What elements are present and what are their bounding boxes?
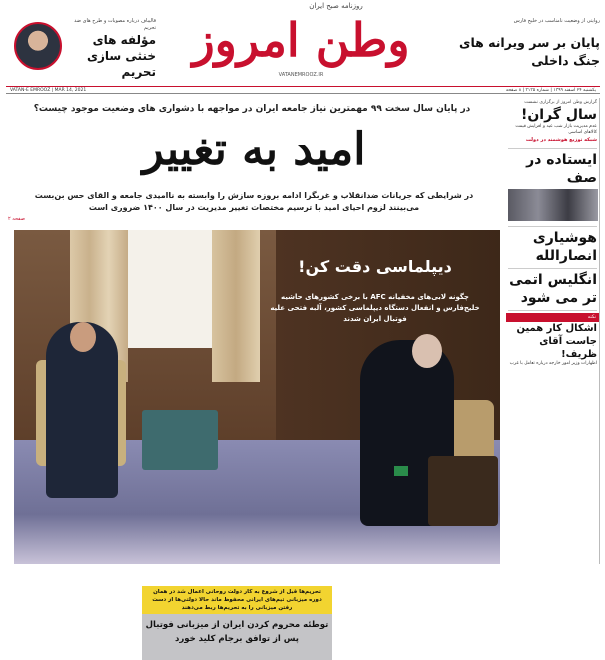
- photo-caption-line-1: توطئه محروم کردن ایران از میزبانی فوتبال: [145, 620, 329, 630]
- photo-story-subtitle: چگونه لابی‌های مخفیانه AFC با برخی کشورهای حاشیه خلیج‌فارس و انفعال دستگاه دیپلماسی کشور، آلبه فتحی علیه فوتبال ایران شدند: [270, 293, 480, 323]
- dateline-english: VATAN-E EMROOZ | MAR 14, 2021: [10, 88, 87, 93]
- sidebar-4-headline[interactable]: انگلیس اتمی تر می شود: [509, 272, 597, 306]
- photo-curtain-right: [212, 230, 260, 382]
- photo-caption[interactable]: [142, 614, 332, 660]
- sidebar-1-body: عدم مدیریت بازار شب عید و افزایش قیمت کالاهای اساسی: [515, 124, 597, 135]
- masthead-tagline: روزنامه صبح ایران: [309, 2, 363, 10]
- note-headline[interactable]: اشکال کار همین جاست آقای ظریف!: [516, 323, 597, 360]
- yellow-caption-box: [142, 586, 332, 614]
- right-teaser-headline[interactable]: پایان بر سر ویرانه های جنگ داخلی: [458, 35, 600, 68]
- masthead: [0, 0, 605, 88]
- right-teaser[interactable]: [452, 18, 600, 80]
- sidebar-1-red-note: شبکه توزیع هوشمند در دولت: [525, 137, 597, 143]
- sidebar-2-headline[interactable]: ایستاده در صف: [526, 152, 597, 186]
- person-photo-avatar: [14, 22, 62, 70]
- main-story-kicker: در پایان سال سخت ۹۹ مهمترین نیاز جامعه ایران در مواجهه با دشواری های وضعیت موجود چیست؟: [33, 104, 471, 114]
- sidebar-2-photo: [508, 189, 598, 221]
- yellow-caption-text: تحریم‌ها قبل از شروع به کار دولت روحانی اعمال شد در همان دوره میزبانی تیم‌های ایرانی محفوظ ماند حالا دولتی‌ها از دست رفتن میزبانی را به تحریم‌ها ربط می‌دهند: [152, 589, 322, 611]
- right-teaser-kicker: روایتی از وضعیت نامناسب در خلیج فارس: [513, 18, 600, 24]
- photo-person-right-head: [412, 334, 442, 368]
- note-section-label: نکته: [506, 313, 599, 322]
- photo-caption-line-2: پس از توافق برجام کلید خورد: [174, 634, 299, 644]
- photo-coffee-table: [142, 410, 218, 470]
- sidebar-divider: [508, 145, 597, 149]
- dateline-persian: یکشنبه ۲۴ اسفند ۱۳۹۹ | شماره ۳۱۳۵ | ۸ صفحه: [505, 88, 596, 93]
- left-teaser-kicker: قالیباف درباره مصوبات و طرح های ضد تحریم: [74, 18, 156, 31]
- left-teaser[interactable]: [6, 18, 156, 80]
- photo-table-flag: [394, 466, 408, 476]
- sidebar-1-headline[interactable]: سال گران!: [520, 107, 597, 123]
- note-body: اظهارات وزیر امور خارجه درباره تعامل با غرب: [509, 361, 597, 366]
- sidebar-divider: [508, 307, 597, 311]
- main-story: [6, 98, 502, 644]
- left-teaser-headline[interactable]: مؤلفه های خنثی سازی تحریم: [87, 33, 156, 79]
- lead-photo[interactable]: [14, 230, 500, 644]
- masthead-url[interactable]: VATANEMROOZ.IR: [278, 72, 324, 78]
- sidebar-1-kicker: گزارش وطن امروز از برگزاری نشست: [524, 100, 597, 105]
- page-reference[interactable]: صفحه ۲: [8, 216, 25, 222]
- main-story-headline[interactable]: امید به تغییر: [142, 124, 366, 175]
- sidebar-divider: [508, 265, 597, 269]
- photo-side-table: [428, 456, 498, 526]
- main-story-lead: در شرایطی که جریانات ضدانقلاب و غربگرا ادامه بروزه سازش را وابسته به ناامیدی جامعه و القای حس بن‌بست می‌بینند لزوم احیای امید با ترسیم مختصات تغییر مدیریت در سال ۱۴۰۰ ضروری است: [34, 191, 474, 212]
- newspaper-logo[interactable]: وطن امروز: [192, 13, 410, 67]
- dateline: [6, 86, 600, 94]
- photo-person-left-head: [70, 322, 96, 352]
- sidebar-3-headline[interactable]: هوشیاری انصارالله: [532, 230, 597, 264]
- photo-story-headline[interactable]: دیپلماسی دقت کن!: [298, 257, 452, 276]
- sidebar-divider: [508, 223, 597, 227]
- sidebar: [506, 98, 600, 564]
